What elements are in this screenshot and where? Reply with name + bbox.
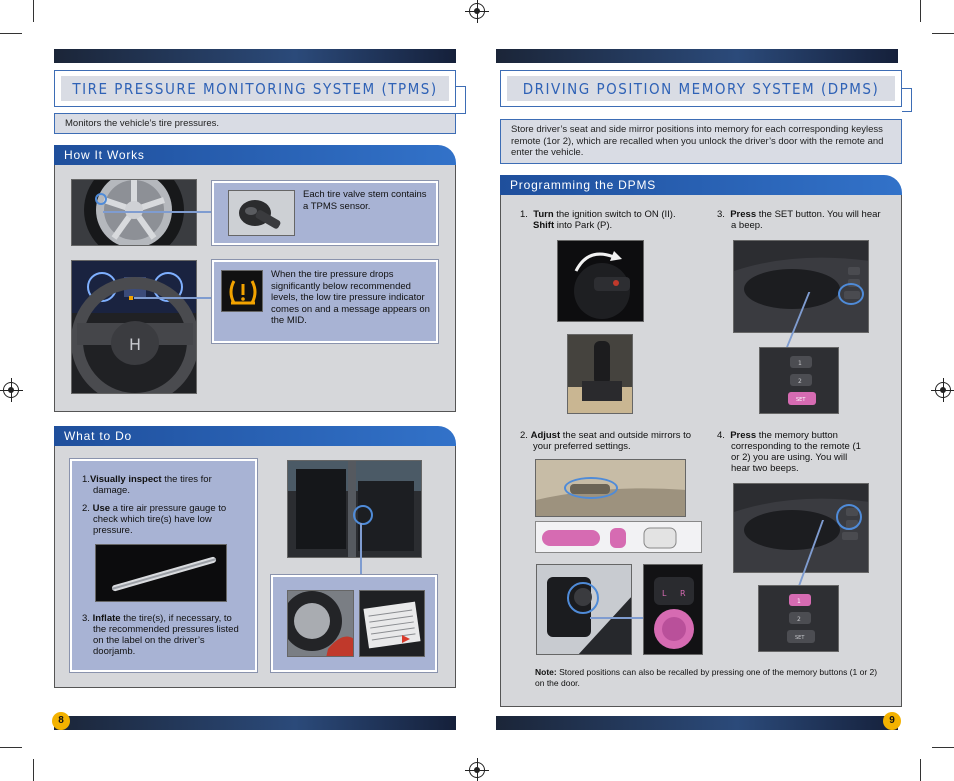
step-adjust-settings: 2. Adjust the seat and outside mirrors to your preferred settings. bbox=[520, 430, 692, 452]
mirror-selector-illustration bbox=[644, 565, 703, 655]
crop-mark bbox=[932, 747, 954, 748]
callout-line bbox=[103, 211, 213, 213]
seat-controls-photo bbox=[535, 459, 686, 517]
tire-inspection-photo bbox=[287, 590, 354, 657]
mirror-switch-photo bbox=[536, 564, 632, 655]
mirror-select-left: L bbox=[662, 589, 667, 598]
crop-mark bbox=[920, 759, 921, 781]
summary-text: Store driver’s seat and side mirror positions into memory for each corresponding keyless remote (1or 2), which are recalled when you unlock the driver’s door with the remote and enter the vehicle. bbox=[511, 124, 884, 158]
summary-text: Monitors the vehicle’s tire pressures. bbox=[65, 118, 219, 129]
memory-buttons-illustration bbox=[760, 348, 839, 414]
memory-buttons-illustration bbox=[759, 586, 839, 652]
page-number-9: 9 bbox=[883, 712, 901, 730]
crop-mark bbox=[33, 759, 34, 781]
set-button-callout-ring bbox=[838, 283, 864, 305]
memory-button-2-label: 2 bbox=[798, 378, 802, 385]
seat-switches-strip bbox=[535, 521, 702, 553]
driver-door-photo bbox=[287, 460, 422, 558]
step-visually-inspect: 1.Visually inspect the tires for damage. bbox=[82, 474, 212, 496]
dpms-note bbox=[535, 667, 880, 689]
crop-mark bbox=[932, 33, 954, 34]
what-to-do-heading: What to Do bbox=[54, 426, 456, 446]
dpms-title-frame bbox=[500, 70, 902, 107]
bottom-bar bbox=[54, 716, 456, 730]
callout-line bbox=[590, 617, 645, 619]
top-bar bbox=[54, 49, 456, 63]
memory-button-callout-ring bbox=[836, 504, 862, 530]
steering-wheel-illustration bbox=[72, 261, 197, 394]
ignition-illustration bbox=[558, 241, 644, 322]
valve-stem-illustration bbox=[229, 191, 295, 236]
crop-mark bbox=[920, 0, 921, 22]
page-title: DRIVING POSITION MEMORY SYSTEM (DPMS) bbox=[522, 79, 880, 98]
callout-line bbox=[360, 523, 362, 576]
memory-button-1-label: 1 bbox=[798, 360, 802, 367]
dpms-summary bbox=[500, 119, 902, 164]
crop-mark bbox=[0, 747, 22, 748]
mirror-selector-photo bbox=[643, 564, 703, 655]
registration-mark-icon bbox=[469, 762, 485, 778]
note-text: Stored positions can also be recalled by pressing one of the memory buttons (1 or 2) on the door. bbox=[535, 667, 878, 688]
mirror-callout-ring bbox=[567, 582, 599, 614]
step-inflate: 3. Inflate the tire(s), if necessary, to the recommended pressures listed on the label on the driver’s doorjamb. bbox=[82, 613, 239, 657]
step-turn-ignition: 1. Turn the ignition switch to ON (II). Shift into Park (P). bbox=[520, 209, 676, 231]
door-panel-photo-set bbox=[733, 240, 869, 333]
tpms-summary bbox=[54, 113, 456, 134]
callout-line bbox=[134, 297, 214, 299]
tire-inspection-illustration bbox=[288, 591, 354, 657]
page-title: TIRE PRESSURE MONITORING SYSTEM (TPMS) bbox=[72, 79, 438, 98]
indicator-caption: When the tire pressure drops significantly below recommended levels, the low tire pressure indicator comes on and a message appears on the MID. bbox=[271, 269, 430, 326]
doorjamb-callout-ring bbox=[353, 505, 373, 525]
set-button-label: SET bbox=[795, 635, 805, 641]
instrument-cluster-photo bbox=[71, 260, 197, 394]
tire-label-illustration bbox=[360, 591, 425, 657]
top-bar bbox=[496, 49, 898, 63]
pressure-gauge-photo bbox=[95, 544, 227, 602]
registration-mark-icon bbox=[3, 382, 19, 398]
crop-mark bbox=[0, 33, 22, 34]
mirror-select-right: R bbox=[680, 589, 686, 598]
memory-button-2-label: 2 bbox=[797, 616, 801, 623]
tpms-warning-icon bbox=[222, 271, 264, 313]
door-panel-photo-memory bbox=[733, 483, 869, 573]
how-it-works-heading: How It Works bbox=[54, 145, 456, 165]
registration-mark-icon bbox=[469, 3, 485, 19]
tpms-title-frame bbox=[54, 70, 456, 107]
set-button-label: SET bbox=[796, 397, 806, 403]
svg-text:H: H bbox=[129, 335, 142, 354]
title-bracket bbox=[456, 86, 466, 114]
memory-buttons-photo-memory bbox=[758, 585, 839, 652]
wheel-illustration bbox=[72, 180, 197, 246]
step-press-memory: 4. Press the memory button corresponding to the remote (1 or 2) you are using. You will hear two beeps. bbox=[717, 430, 861, 474]
tpms-indicator-box bbox=[221, 270, 263, 312]
note-label: Note: bbox=[535, 667, 557, 677]
page-number-8: 8 bbox=[52, 712, 70, 730]
shifter-illustration bbox=[568, 335, 633, 414]
crop-mark bbox=[33, 0, 34, 22]
ignition-photo bbox=[557, 240, 644, 322]
step-use-gauge: 2. Use a tire air pressure gauge to check which tire(s) have low pressure. bbox=[82, 503, 227, 536]
valve-callout-ring bbox=[95, 193, 107, 205]
memory-button-1-label: 1 bbox=[797, 598, 801, 605]
step-press-set: 3. Press the SET button. You will hear a beep. bbox=[717, 209, 881, 231]
tire-label-photo bbox=[359, 590, 425, 657]
registration-mark-icon bbox=[935, 382, 951, 398]
shifter-photo bbox=[567, 334, 633, 414]
gauge-illustration bbox=[96, 545, 227, 602]
seat-switches-illustration bbox=[536, 522, 703, 554]
bottom-bar bbox=[496, 716, 898, 730]
programming-heading: Programming the DPMS bbox=[500, 175, 902, 195]
valve-stem-caption: Each tire valve stem contains a TPMS sensor. bbox=[303, 189, 427, 212]
seat-control-callout-ring bbox=[564, 477, 618, 499]
title-bracket bbox=[902, 88, 912, 112]
memory-buttons-photo-set bbox=[759, 347, 839, 414]
valve-stem-photo bbox=[228, 190, 295, 236]
